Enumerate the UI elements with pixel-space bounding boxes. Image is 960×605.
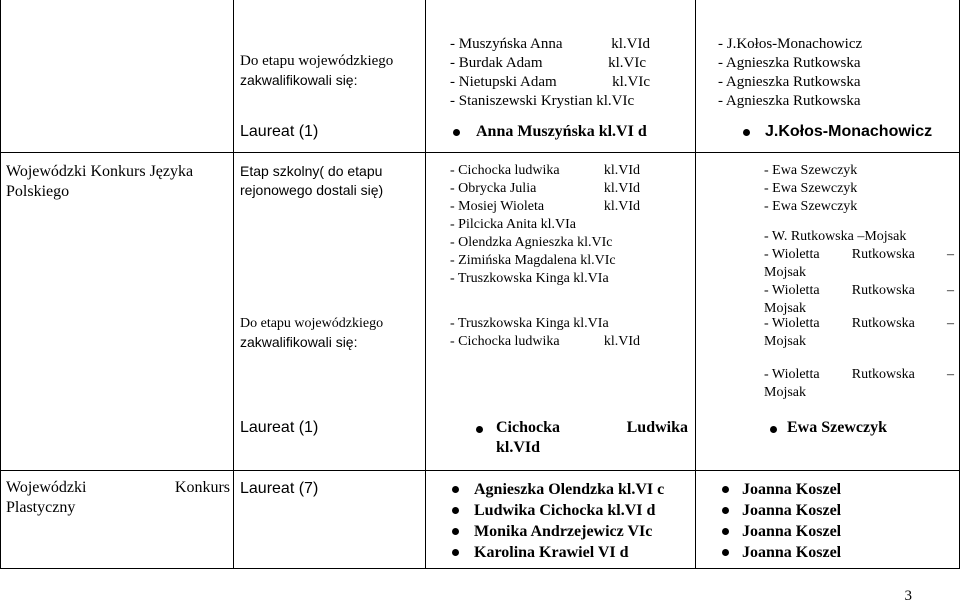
laureate-list-3 bbox=[450, 479, 664, 563]
list-item: Karolina Krawiel VI d bbox=[450, 542, 664, 563]
list-item: - Truszkowska Kinga kl.VIa bbox=[450, 271, 609, 286]
list-item: - Burdak Adam kl.VIc bbox=[450, 55, 646, 71]
page-number: 3 bbox=[904, 588, 912, 604]
col-divider-3 bbox=[425, 0, 426, 569]
list-item: - Muszyńska Anna kl.VId bbox=[450, 36, 650, 52]
list-item: - Ewa Szewczyk bbox=[764, 199, 858, 214]
competition-name-3: Wojewódzki Konkurs Plastyczny bbox=[6, 479, 230, 516]
teacher-list-2 bbox=[764, 162, 857, 216]
list-item: - Mosiej Wioleta kl.VId bbox=[450, 199, 640, 214]
list-item: Joanna Koszel bbox=[720, 479, 841, 500]
col-divider-2 bbox=[233, 0, 234, 569]
col-divider-1 bbox=[0, 0, 1, 569]
list-item: - Zimińska Magdalena kl.VIc bbox=[450, 253, 616, 268]
list-item: - Nietupski Adam kl.VIc bbox=[450, 74, 650, 90]
list-item: - Pilcicka Anita kl.VIa bbox=[450, 217, 576, 232]
list-item: - Ewa Szewczyk bbox=[764, 163, 858, 178]
bullet-icon bbox=[743, 129, 750, 136]
list-item: - Agnieszka Rutkowska bbox=[718, 55, 861, 71]
list-item: Monika Andrzejewicz VIc bbox=[450, 521, 664, 542]
competition-name-2: Wojewódzki Konkurs Języka Polskiego bbox=[6, 163, 194, 200]
bullet-icon bbox=[453, 129, 460, 136]
laureate-teacher-1: J.Kołos-Monachowicz bbox=[765, 123, 933, 140]
laureate-label-1: Laureat (1) bbox=[240, 123, 319, 140]
teacher-list-3 bbox=[720, 479, 841, 563]
bullet-icon bbox=[770, 426, 777, 433]
qualified-list-2 bbox=[450, 315, 640, 351]
bullet-icon bbox=[722, 528, 729, 535]
list-item: - Cichocka ludwika kl.VId bbox=[450, 163, 640, 178]
list-item: - Olendzka Agnieszka kl.VIc bbox=[450, 235, 613, 250]
bullet-icon bbox=[452, 486, 459, 493]
laureate-name-2: Cichocka Ludwika kl.VId bbox=[496, 419, 688, 456]
row-divider-3 bbox=[0, 568, 960, 569]
list-item: - Obrycka Julia kl.VId bbox=[450, 181, 640, 196]
laureate-name-1: Anna Muszyńska kl.VI d bbox=[476, 123, 647, 140]
col-divider-4 bbox=[695, 0, 696, 569]
list-item: - Ewa Szewczyk bbox=[764, 181, 858, 196]
laureate-label-3: Laureat (7) bbox=[240, 480, 319, 497]
teacher-wioletta-2: - Wioletta Rutkowska – Mojsak bbox=[764, 283, 954, 316]
student-list-2 bbox=[450, 162, 640, 288]
bullet-icon bbox=[452, 528, 459, 535]
row-divider-1 bbox=[0, 152, 960, 153]
qualified-label bbox=[240, 52, 393, 90]
teacher-wioletta-3: - Wioletta Rutkowska – Mojsak bbox=[764, 316, 954, 349]
list-item: - J.Kołos-Monachowicz bbox=[718, 36, 863, 52]
teacher-list-1 bbox=[718, 35, 862, 111]
bullet-icon bbox=[722, 549, 729, 556]
teacher-wioletta-1: - Wioletta Rutkowska – Mojsak bbox=[764, 247, 954, 280]
list-item: Joanna Koszel bbox=[720, 500, 841, 521]
list-item: - Agnieszka Rutkowska bbox=[718, 93, 861, 109]
laureate-teacher-2: Ewa Szewczyk bbox=[787, 419, 887, 436]
row-divider-2 bbox=[0, 470, 960, 471]
qualified-label-line2: zakwalifikowali się: bbox=[240, 72, 358, 88]
teacher-wioletta-4: - Wioletta Rutkowska – Mojsak bbox=[764, 367, 954, 400]
bullet-icon bbox=[722, 507, 729, 514]
list-item: Agnieszka Olendzka kl.VI c bbox=[450, 479, 664, 500]
list-item: - Cichocka ludwika kl.VId bbox=[450, 334, 640, 349]
bullet-icon bbox=[722, 486, 729, 493]
student-list-1 bbox=[450, 35, 650, 111]
qualified-label-line1: Do etapu wojewódzkiego bbox=[240, 53, 394, 69]
list-item: Joanna Koszel bbox=[720, 542, 841, 563]
list-item: Ludwika Cichocka kl.VI d bbox=[450, 500, 664, 521]
stage-label: Etap szkolny( do etapu rejonowego dostali się) bbox=[240, 163, 384, 198]
bullet-icon bbox=[476, 426, 483, 433]
bullet-icon bbox=[452, 549, 459, 556]
teacher-rutkowska-mojsak: - W. Rutkowska –Mojsak bbox=[764, 229, 907, 244]
list-item: Joanna Koszel bbox=[720, 521, 841, 542]
list-item: - Truszkowska Kinga kl.VIa bbox=[450, 316, 609, 331]
list-item: - Staniszewski Krystian kl.VIc bbox=[450, 93, 635, 109]
qualified-label-2: Do etapu wojewódzkiego zakwalifikowali się: bbox=[240, 316, 384, 350]
list-item: - Agnieszka Rutkowska bbox=[718, 74, 861, 90]
bullet-icon bbox=[452, 507, 459, 514]
laureate-label-2: Laureat (1) bbox=[240, 419, 319, 436]
